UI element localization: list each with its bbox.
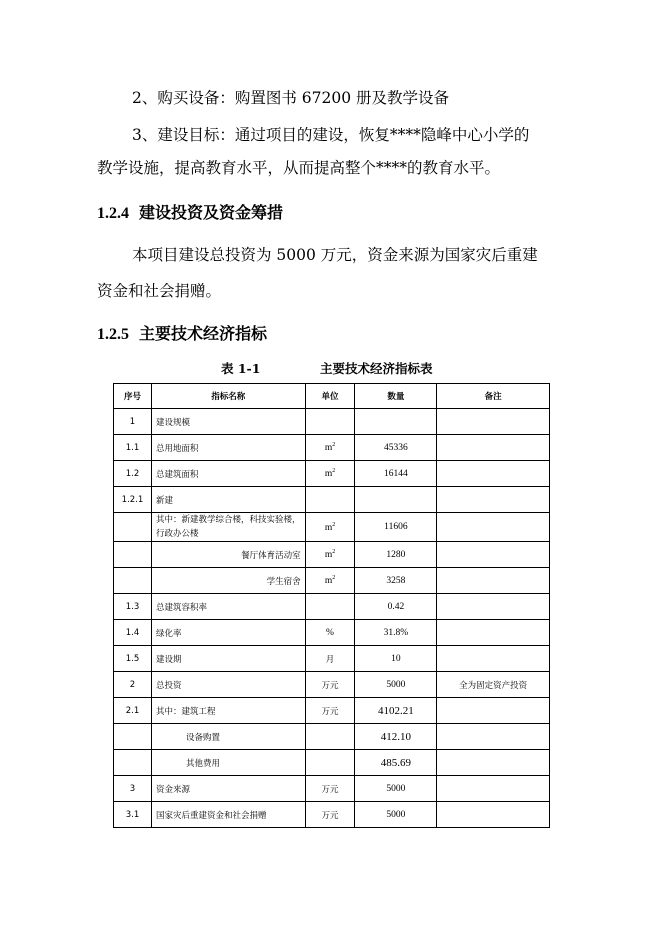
cell-name: 总建筑面积 [151,461,305,487]
unit-text: m [324,523,333,534]
cell-value: 45336 [355,435,437,461]
table-row [114,672,550,698]
paragraph-purchase-equipment: 2、购买设备：购置图书 67200 册及教学设备 [132,89,450,107]
unit-superscript: 2 [332,467,336,474]
cell-note [437,750,550,776]
table-row [114,802,550,828]
cell-no: 1.5 [114,646,152,672]
table-row [114,594,550,620]
cell-no: 3 [114,776,152,802]
table-header-row [114,384,550,409]
cell-note [437,487,550,513]
cell-value: 4102.21 [355,698,437,724]
header-note: 备注 [437,384,550,409]
section-heading-indicators [97,324,267,345]
cell-note [437,620,550,646]
section-heading-investment [97,203,283,224]
table-row [114,513,550,542]
cell-unit: 万元 [305,672,355,698]
cell-note [437,646,550,672]
cell-name: 新建 [151,487,305,513]
cell-unit [305,542,355,568]
cell-value: 5000 [355,802,437,828]
cell-no: 2.1 [114,698,152,724]
cell-name: 学生宿舍 [151,568,305,594]
section-number: 1.2.4 [97,205,129,222]
cell-name: 其中：新建教学综合楼，科技实验楼，行政办公楼 [151,513,305,542]
header-no: 序号 [114,384,152,409]
cell-unit [305,435,355,461]
header-value: 数量 [355,384,437,409]
table-row [114,542,550,568]
cell-name: 其他费用 [151,750,305,776]
cell-note: 全为固定资产投资 [437,672,550,698]
cell-no: 1 [114,409,152,435]
cell-name: 绿化率 [151,620,305,646]
paragraph-goal-line1: 3、建设目标：通过项目的建设，恢复****隐峰中心小学的 [132,126,530,144]
table-row [114,409,550,435]
unit-superscript: 2 [332,574,336,581]
cell-no [114,513,152,542]
cell-name: 国家灾后重建资金和社会捐赠 [151,802,305,828]
cell-no: 1.1 [114,435,152,461]
cell-name: 总用地面积 [151,435,305,461]
cell-value: 16144 [355,461,437,487]
cell-no: 1.3 [114,594,152,620]
cell-value [355,487,437,513]
cell-name: 总投资 [151,672,305,698]
cell-value: 485.69 [355,750,437,776]
table-row [114,646,550,672]
cell-value: 10 [355,646,437,672]
table-caption-number: 表 1-1 [221,361,261,376]
cell-unit: 万元 [305,698,355,724]
cell-no: 1.4 [114,620,152,646]
table-row [114,435,550,461]
unit-text: m [324,469,333,480]
cell-note [437,568,550,594]
paragraph-investment-line1: 本项目建设总投资为 5000 万元，资金来源为国家灾后重建 [132,246,538,264]
cell-unit: % [305,620,355,646]
cell-note [437,802,550,828]
cell-name: 餐厅体育活动室 [151,542,305,568]
cell-unit [305,750,355,776]
cell-no [114,750,152,776]
cell-note [437,542,550,568]
cell-name: 设备购置 [151,724,305,750]
cell-name: 资金来源 [151,776,305,802]
table-row [114,620,550,646]
cell-value: 5000 [355,776,437,802]
cell-note [437,409,550,435]
table-row [114,724,550,750]
unit-superscript: 2 [332,548,336,555]
cell-no [114,568,152,594]
cell-no: 1.2.1 [114,487,152,513]
cell-note [437,461,550,487]
table-row [114,487,550,513]
indicators-table [113,383,550,828]
section-number: 1.2.5 [97,326,129,343]
section-title: 建设投资及资金筹措 [139,203,284,222]
cell-value: 0.42 [355,594,437,620]
cell-value: 1280 [355,542,437,568]
cell-value: 11606 [355,513,437,542]
table-row [114,568,550,594]
cell-no: 2 [114,672,152,698]
cell-name: 建设期 [151,646,305,672]
cell-value: 3258 [355,568,437,594]
cell-value [355,409,437,435]
cell-no: 3.1 [114,802,152,828]
table-row [114,698,550,724]
cell-unit [305,487,355,513]
cell-note [437,698,550,724]
cell-note [437,724,550,750]
unit-superscript: 2 [332,441,336,448]
cell-note [437,594,550,620]
unit-text: m [324,550,333,561]
header-name: 指标名称 [151,384,305,409]
cell-unit [305,461,355,487]
cell-no [114,542,152,568]
table-row [114,461,550,487]
cell-name: 总建筑容积率 [151,594,305,620]
unit-text: m [324,443,333,454]
cell-unit [305,513,355,542]
cell-no [114,724,152,750]
cell-name: 建设规模 [151,409,305,435]
cell-note [437,776,550,802]
section-title: 主要技术经济指标 [139,324,268,343]
cell-unit [305,594,355,620]
paragraph-investment-line2: 资金和社会捐赠。 [97,282,222,300]
cell-value: 31.8% [355,620,437,646]
header-unit: 单位 [305,384,355,409]
cell-name: 其中：建筑工程 [151,698,305,724]
cell-note [437,513,550,542]
cell-note [437,435,550,461]
unit-text: m [324,576,333,587]
cell-unit [305,409,355,435]
cell-unit: 万元 [305,802,355,828]
unit-superscript: 2 [332,522,336,529]
table-row [114,750,550,776]
paragraph-goal-line2: 教学设施，提高教育水平，从而提高整个****的教育水平。 [97,159,501,177]
cell-unit [305,724,355,750]
cell-unit: 万元 [305,776,355,802]
cell-unit [305,568,355,594]
table-caption-title: 主要技术经济指标表 [320,361,433,376]
table-row [114,776,550,802]
cell-value: 412.10 [355,724,437,750]
cell-unit: 月 [305,646,355,672]
cell-value: 5000 [355,672,437,698]
cell-no: 1.2 [114,461,152,487]
